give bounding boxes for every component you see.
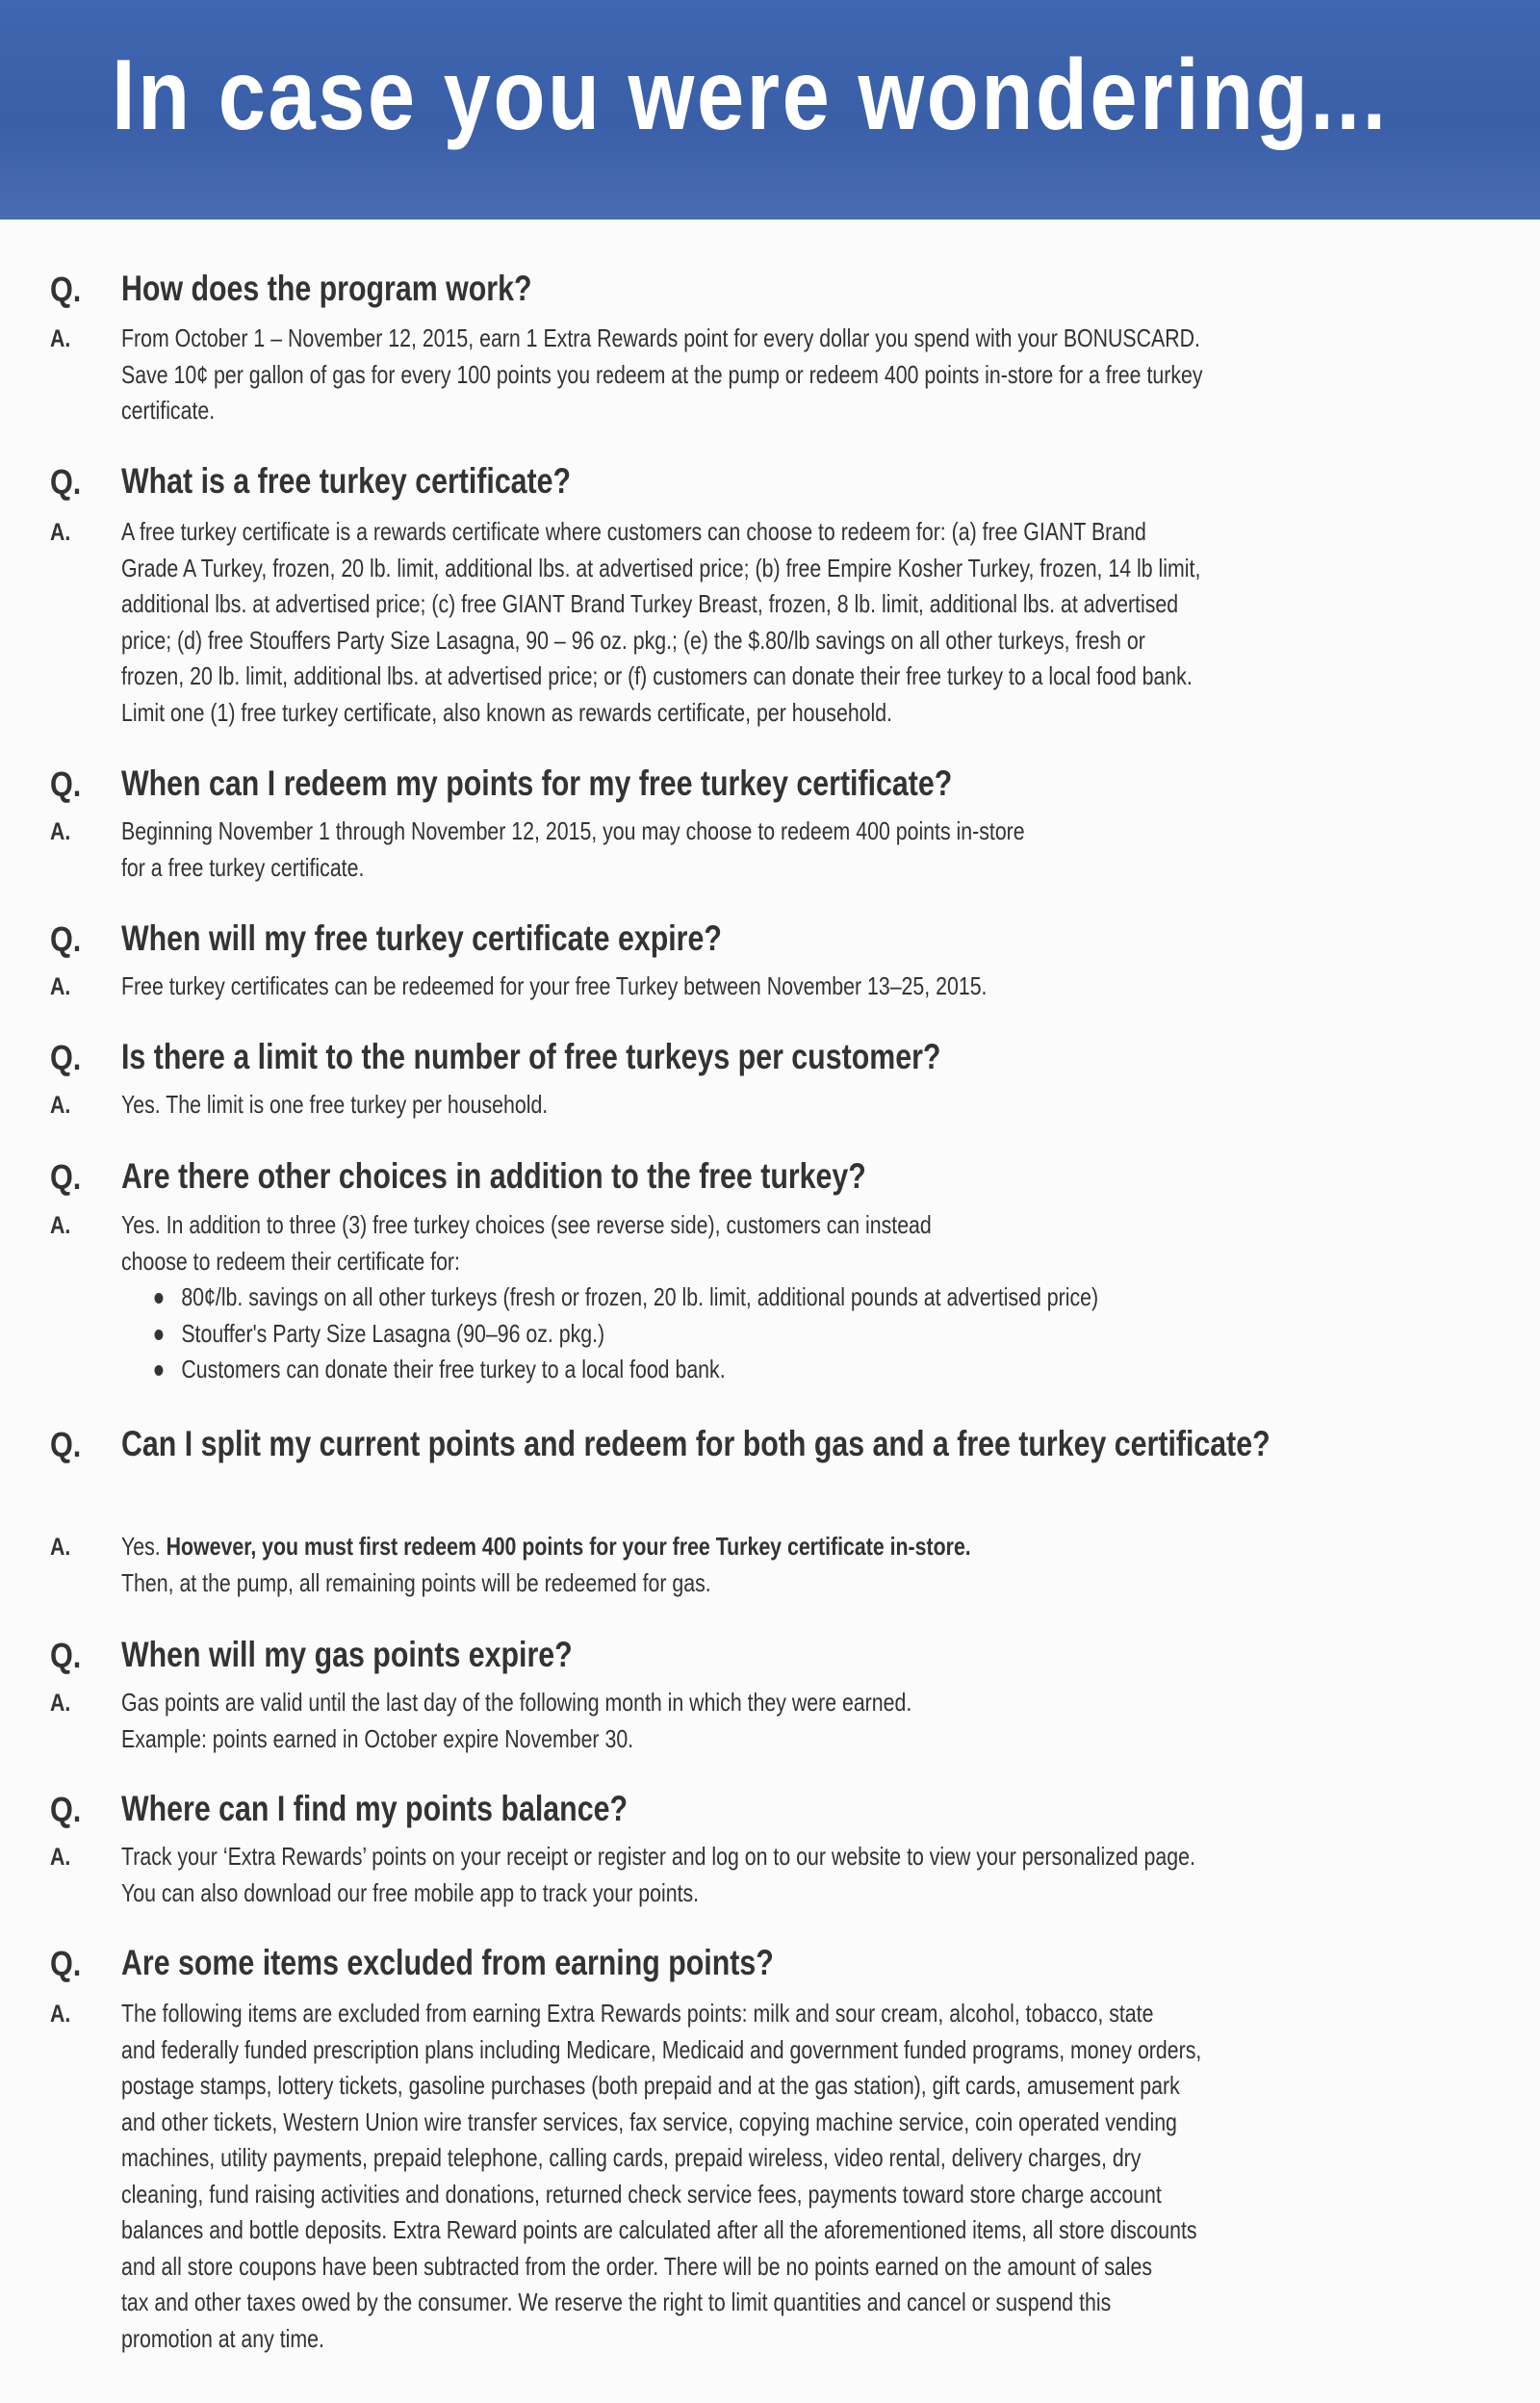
answer-line: Yes. In addition to three (3) free turkey choices (see reverse side), customers can instead: [121, 1210, 932, 1239]
header-banner: [0, 0, 1540, 220]
question: [121, 1032, 1463, 1082]
a-marker: A.: [50, 519, 71, 546]
q-marker: Q.: [50, 919, 82, 959]
question-line: Is there a limit to the number of free turkeys per customer?: [121, 1037, 941, 1076]
question: [121, 759, 1463, 809]
list-item-text: Stouffer's Party Size Lasagna (90–96 oz. pkg.): [181, 1318, 605, 1348]
answer-line: and all store coupons have been subtracted from the order. There will be no points earned on the amount of sales: [121, 2251, 1153, 2281]
list-item-text: 80¢/lb. savings on all other turkeys (fresh or frozen, 20 lb. limit, additional pounds at advertised price): [181, 1282, 1099, 1311]
answer-text: Yes.: [121, 1532, 167, 1561]
answer-line: choose to redeem their certificate for:: [121, 1246, 460, 1276]
answer-line: and other tickets, Western Union wire transfer services, fax service, copying machine service, coin operated vending: [121, 2106, 1177, 2136]
answer: [121, 1207, 1527, 1388]
answer-line: for a free turkey certificate.: [121, 852, 365, 882]
a-marker: A.: [50, 973, 71, 1000]
answer: [121, 514, 1527, 731]
question: [121, 1419, 1463, 1469]
q-marker: Q.: [50, 1636, 82, 1675]
answer-line: tax and other taxes owed by the consumer. We reserve the right to limit quantities and cancel or suspend this: [121, 2287, 1112, 2316]
q-marker: Q.: [50, 1157, 82, 1197]
a-marker: A.: [50, 1690, 71, 1717]
q-marker: Q.: [50, 1790, 82, 1829]
answer-line: Beginning November 1 through November 12, 2015, you may choose to redeem 400 points in-store: [121, 816, 1025, 845]
question: [121, 1630, 1463, 1680]
question: [121, 1784, 1463, 1834]
answer-line: A free turkey certificate is a rewards certificate where customers can choose to redeem for: (a) free GIANT Brand: [121, 517, 1146, 546]
answer: [121, 1839, 1527, 1911]
answer: [121, 1996, 1527, 2357]
answer-line: balances and bottle deposits. Extra Reward points are calculated after all the aforementioned items, all store discounts: [121, 2215, 1197, 2244]
answer-emphasis: However, you must first redeem 400 points for your free Turkey certificate in-store.: [166, 1532, 971, 1561]
answer: [121, 1087, 1527, 1124]
bullet-icon: [154, 1365, 163, 1376]
page-title: In case you were wondering...: [112, 39, 1389, 151]
question-line: How does the program work?: [121, 269, 532, 308]
answer: [121, 1529, 1527, 1601]
answer-line: [121, 1529, 1527, 1565]
answer-line: Free turkey certificates can be redeemed for your free Turkey between November 13–25, 2015.: [121, 971, 988, 1000]
answer: [121, 321, 1527, 429]
answer-line: The following items are excluded from earning Extra Rewards points: milk and sour cream, alcohol, tobacco, state: [121, 1999, 1154, 2028]
a-marker: A.: [50, 1844, 71, 1871]
question-line: Can I split my current points and redeem for both gas: [121, 1424, 865, 1463]
answer: [121, 969, 1527, 1005]
question-line: Are there other choices in addition to the free turkey?: [121, 1156, 866, 1196]
q-marker: Q.: [50, 1038, 82, 1077]
answer-line: promotion at any time.: [121, 2323, 324, 2353]
question-line: and a free turkey certificate?: [872, 1424, 1270, 1463]
question-line: What is a free turkey certificate?: [121, 461, 572, 501]
answer-line: Save 10¢ per gallon of gas for every 100 points you redeem at the pump or redeem 400 points in-store for a free turkey: [121, 359, 1203, 389]
a-marker: A.: [50, 1092, 71, 1119]
q-marker: Q.: [50, 764, 82, 804]
answer-line: and federally funded prescription plans including Medicare, Medicaid and government funded programs, money orders,: [121, 2034, 1202, 2064]
a-marker: A.: [50, 2001, 71, 2028]
question: [121, 264, 1463, 314]
question-line: When can I redeem my points for my free turkey certificate?: [121, 763, 953, 803]
answer-line: Yes. The limit is one free turkey per household.: [121, 1090, 549, 1119]
answer-line: Gas points are valid until the last day of the following month in which they were earned.: [121, 1688, 912, 1717]
bullet-icon: [154, 1330, 163, 1340]
answer-line: Limit one (1) free turkey certificate, also known as rewards certificate, per household.: [121, 697, 893, 727]
answer-line: From October 1 – November 12, 2015, earn 1 Extra Rewards point for every dollar you spend with your BONUSCARD.: [121, 323, 1200, 352]
answer: [121, 1685, 1527, 1757]
q-marker: Q.: [50, 270, 82, 309]
question: [121, 456, 1463, 506]
a-marker: A.: [50, 1534, 71, 1561]
list-item: [121, 1279, 1527, 1316]
answer-line: frozen, 20 lb. limit, additional lbs. at advertised price; or (f) customers can donate their free turkey to a local food bank.: [121, 661, 1193, 690]
q-marker: Q.: [50, 462, 82, 502]
answer-line: postage stamps, lottery tickets, gasoline purchases (both prepaid and at the gas station), gift cards, amusement park: [121, 2071, 1180, 2100]
choice-list: [121, 1279, 1527, 1388]
a-marker: A.: [50, 325, 71, 352]
answer-line: Track your ‘Extra Rewards’ points on your receipt or register and log on to our website to view your personalized page.: [121, 1842, 1195, 1871]
question-line: Are some items excluded from earning points?: [121, 1943, 774, 1982]
list-item: [121, 1316, 1527, 1353]
answer-line: cleaning, fund raising activities and donations, returned check service fees, payments toward store charge account: [121, 2179, 1162, 2209]
list-item-text: Customers can donate their free turkey to a local food bank.: [181, 1355, 726, 1383]
question: [121, 914, 1463, 964]
answer-line: Example: points earned in October expire November 30.: [121, 1723, 634, 1753]
answer-line: Then, at the pump, all remaining points will be redeemed for gas.: [121, 1567, 711, 1597]
answer-line: Grade A Turkey, frozen, 20 lb. limit, additional lbs. at advertised price; (b) free Empire Kosher Turkey, frozen, 14 lb limit,: [121, 553, 1201, 582]
a-marker: A.: [50, 1212, 71, 1239]
question: [121, 1151, 1463, 1202]
answer-line: additional lbs. at advertised price; (c) free GIANT Brand Turkey Breast, frozen, 8 lb. limit, additional lbs. at advertised: [121, 589, 1179, 618]
answer-line: You can also download our free mobile app to track your points.: [121, 1877, 700, 1907]
question-line: Where can I find my points balance?: [121, 1789, 628, 1828]
question: [121, 1938, 1463, 1988]
list-item: [121, 1352, 1527, 1388]
answer-line: price; (d) free Stouffers Party Size Lasagna, 90 – 96 oz. pkg.; (e) the $.80/lb savings on all other turkeys, fresh or: [121, 625, 1145, 655]
q-marker: Q.: [50, 1425, 82, 1464]
a-marker: A.: [50, 818, 71, 845]
answer-line: certificate.: [121, 396, 216, 425]
answer: [121, 814, 1527, 886]
question-line: When will my gas points expire?: [121, 1635, 573, 1674]
question-line: When will my free turkey certificate expire?: [121, 918, 722, 958]
answer-line: machines, utility payments, prepaid telephone, calling cards, prepaid wireless, video rental, delivery charges, dry: [121, 2143, 1142, 2172]
q-marker: Q.: [50, 1944, 82, 1983]
bullet-icon: [154, 1293, 163, 1304]
